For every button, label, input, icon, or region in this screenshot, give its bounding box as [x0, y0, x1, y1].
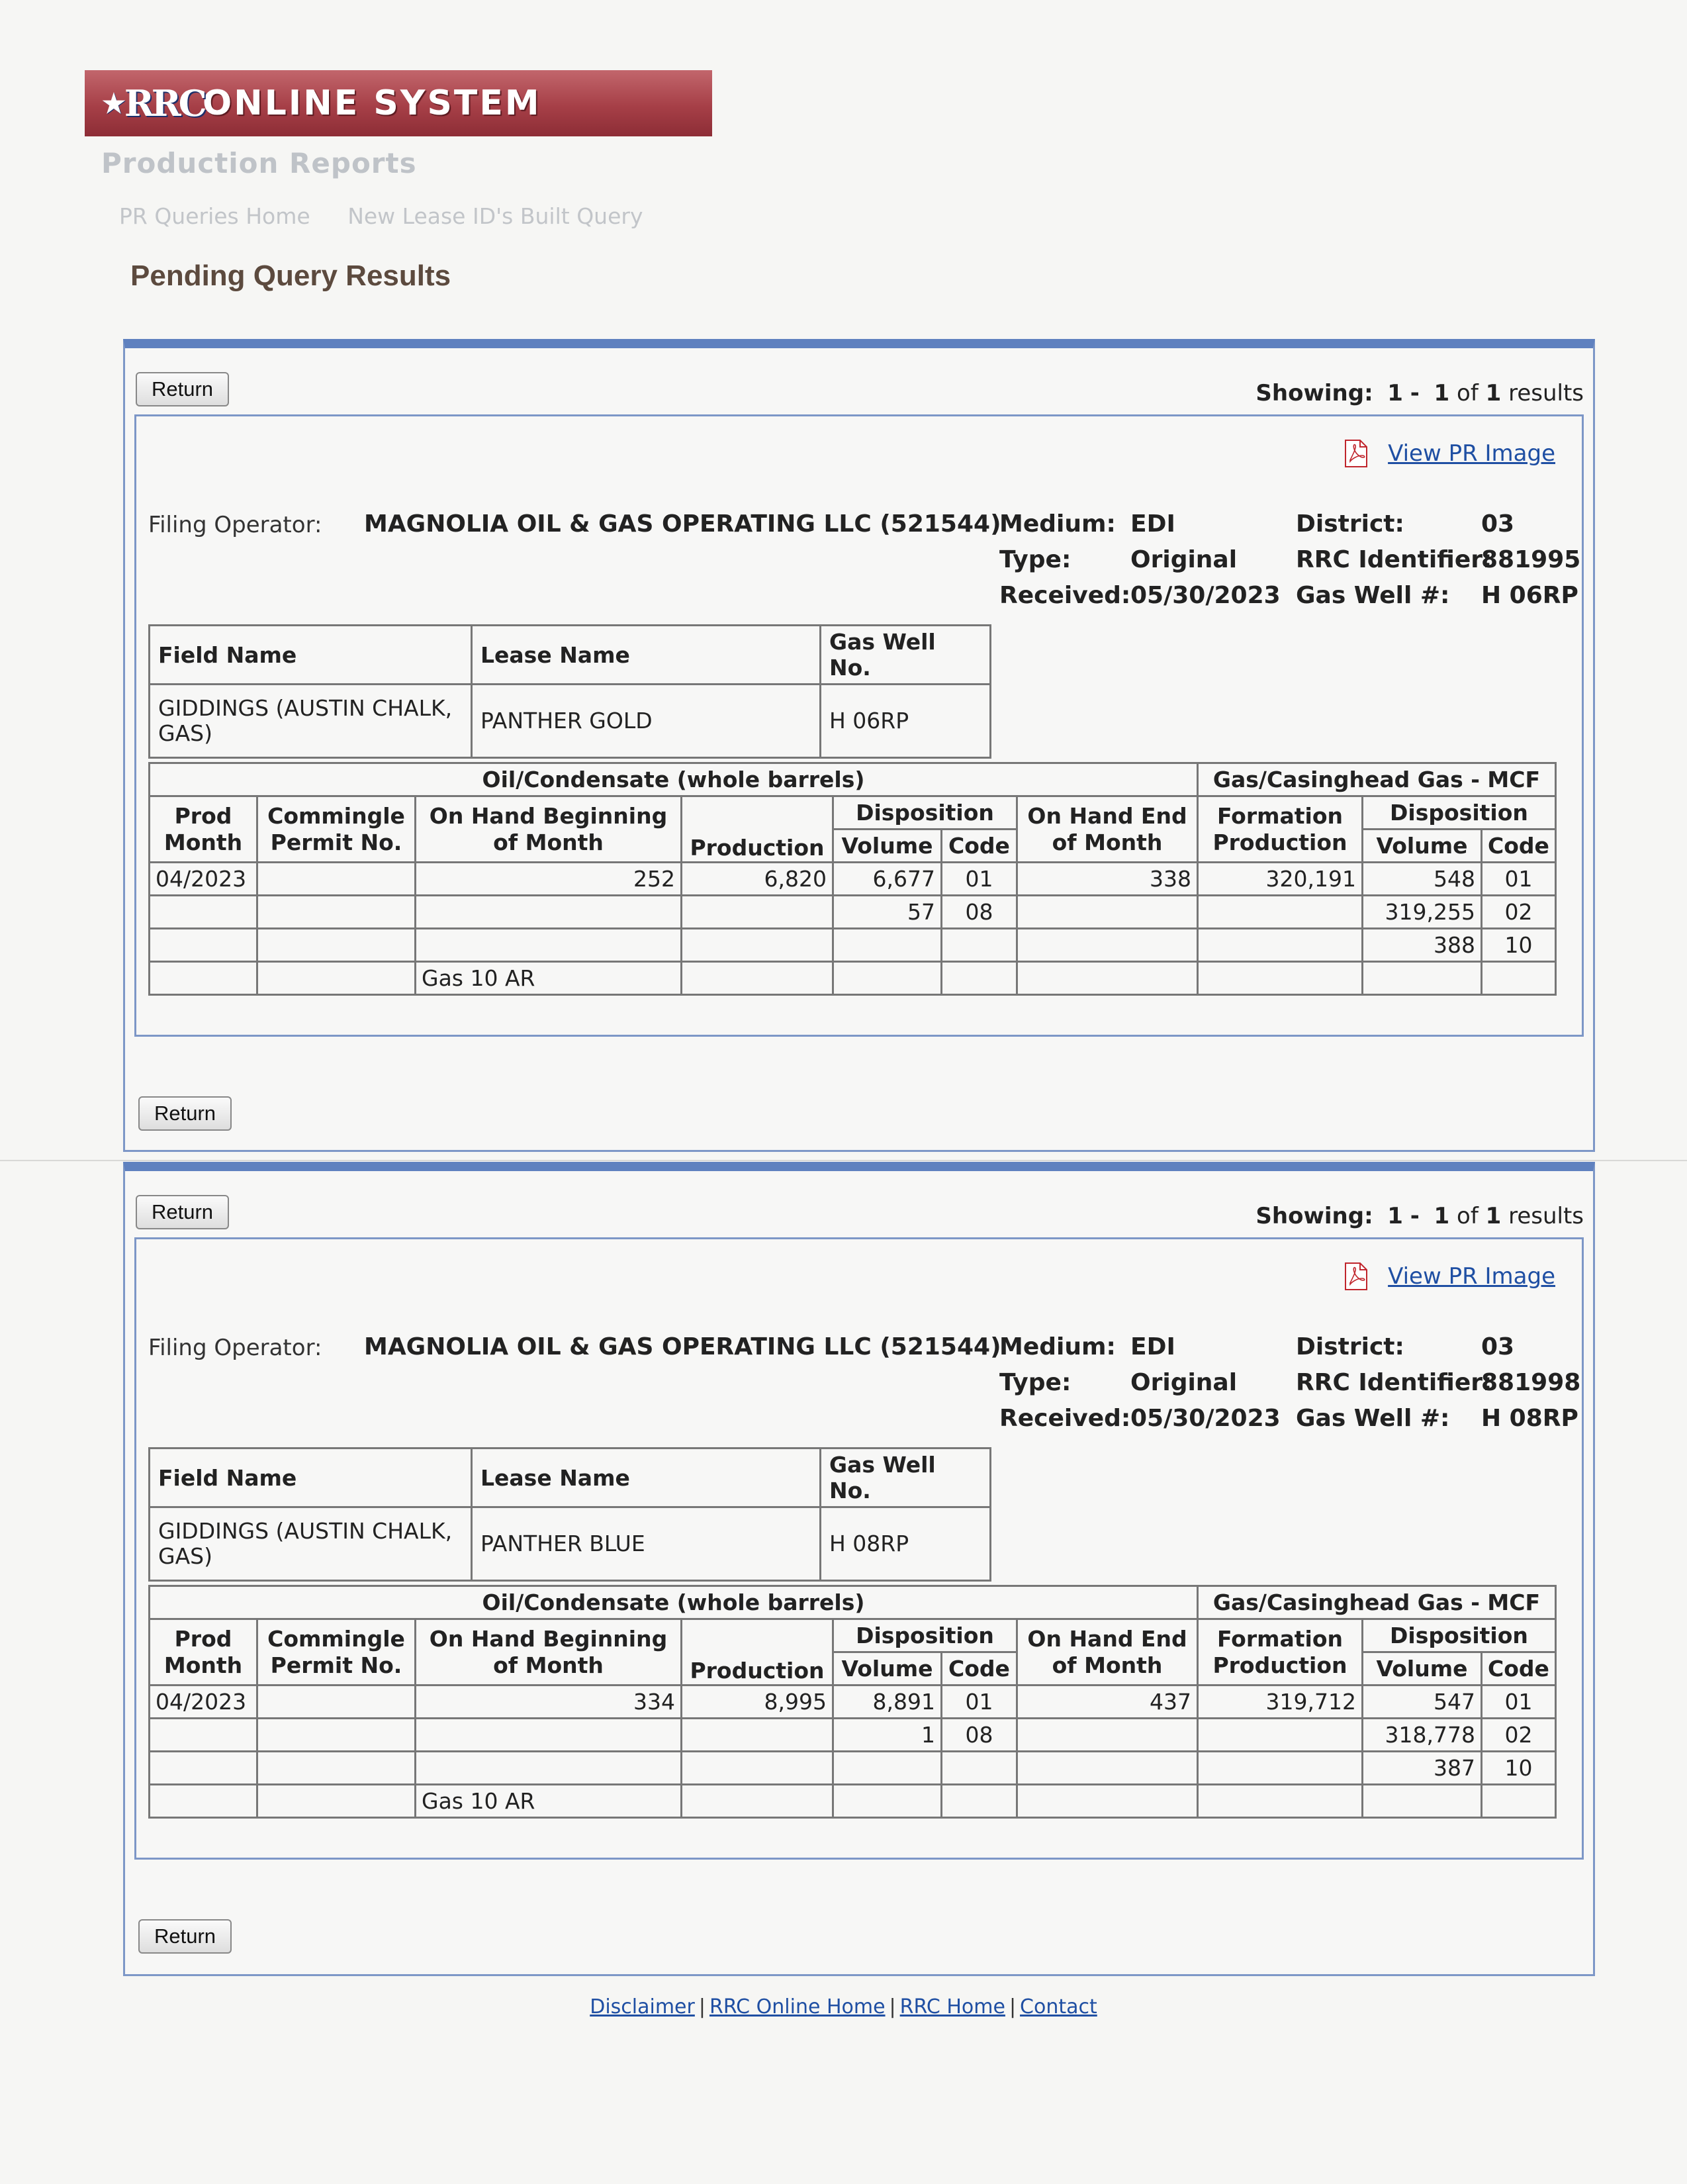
nav-new-lease-query[interactable]: New Lease ID's Built Query: [347, 203, 643, 229]
production-header: Production: [682, 796, 833, 863]
gas-well-value: H 06RP: [1481, 582, 1578, 609]
production-cell: [682, 929, 833, 962]
on-hand-end-header: On Hand End of Month: [1017, 796, 1198, 863]
production-row: [150, 1719, 1556, 1752]
on-hand-begin-cell: [416, 896, 682, 929]
disclaimer-link[interactable]: Disclaimer: [590, 1995, 695, 2018]
gas-code-cell: 02: [1482, 1719, 1556, 1752]
formation-production-header: Formation Production: [1198, 796, 1363, 863]
pdf-icon: [1344, 1262, 1368, 1291]
footer-separator: |: [889, 1995, 896, 2018]
operator-name: MAGNOLIA OIL & GAS OPERATING LLC (521544): [364, 1333, 1001, 1360]
footer-links: [0, 1995, 1687, 2018]
medium-value: EDI: [1130, 1333, 1175, 1360]
view-pr-image-link[interactable]: [1344, 439, 1555, 468]
results-count: Showing: 1 - 1 of 1 results: [1255, 1203, 1584, 1229]
lease-name-header: Lease Name: [472, 626, 821, 685]
commingle-header: Commingle Permit No.: [257, 796, 416, 863]
on-hand-begin-cell: Gas 10 AR: [416, 962, 682, 995]
on-hand-end-cell: [1017, 896, 1198, 929]
rrc-logo: [102, 80, 205, 126]
oil-group-header: Oil/Condensate (whole barrels): [150, 1586, 1198, 1619]
oil-code-cell: [942, 1785, 1017, 1818]
nav-pr-queries-home[interactable]: PR Queries Home: [119, 203, 310, 229]
lease-name-value: PANTHER GOLD: [472, 685, 821, 758]
oil-code-cell: 08: [942, 896, 1017, 929]
prod-month-cell: [150, 1785, 257, 1818]
formation-production-cell: [1198, 1785, 1363, 1818]
gas-code-header: Code: [1482, 830, 1556, 863]
production-table: [148, 1585, 1557, 1819]
commingle-cell: [257, 863, 416, 896]
oil-volume-cell: 8,891: [833, 1685, 942, 1719]
banner-title: ONLINE SYSTEM: [203, 83, 541, 123]
oil-volume-cell: [833, 1752, 942, 1785]
lease-name-header: Lease Name: [472, 1448, 821, 1507]
district-label: District:: [1296, 1333, 1404, 1360]
gas-code-cell: 01: [1482, 1685, 1556, 1719]
rrc-identifier-label: RRC Identifier:: [1296, 546, 1492, 573]
pdf-icon: [1344, 439, 1368, 468]
on-hand-end-cell: [1017, 962, 1198, 995]
report-detail: [134, 414, 1584, 1037]
oil-volume-cell: [833, 962, 942, 995]
gas-code-cell: [1482, 962, 1556, 995]
district-value: 03: [1481, 1333, 1515, 1360]
on-hand-begin-cell: [416, 929, 682, 962]
page-title: Pending Query Results: [130, 260, 451, 292]
gas-code-cell: 10: [1482, 929, 1556, 962]
production-cell: [682, 1719, 833, 1752]
oil-code-cell: [942, 929, 1017, 962]
gas-volume-cell: 318,778: [1363, 1719, 1482, 1752]
gas-volume-cell: 547: [1363, 1685, 1482, 1719]
oil-code-cell: 08: [942, 1719, 1017, 1752]
oil-code-header: Code: [942, 830, 1017, 863]
gas-volume-cell: [1363, 1785, 1482, 1818]
gas-well-no-value: H 08RP: [821, 1507, 991, 1581]
rrc-identifier-value: 881998: [1481, 1369, 1581, 1396]
result-panel: [123, 339, 1595, 1152]
production-row: [150, 1752, 1556, 1785]
return-button[interactable]: Return: [138, 1919, 232, 1954]
prod-month-cell: [150, 962, 257, 995]
oil-disposition-header: Disposition: [833, 796, 1017, 830]
formation-production-cell: [1198, 1752, 1363, 1785]
on-hand-end-cell: [1017, 929, 1198, 962]
gas-disposition-header: Disposition: [1363, 1619, 1556, 1652]
gas-code-cell: 10: [1482, 1752, 1556, 1785]
oil-volume-cell: [833, 1785, 942, 1818]
on-hand-end-cell: 338: [1017, 863, 1198, 896]
field-name-header: Field Name: [150, 1448, 472, 1507]
prod-month-cell: 04/2023: [150, 863, 257, 896]
commingle-cell: [257, 1785, 416, 1818]
prod-month-cell: 04/2023: [150, 1685, 257, 1719]
field-name-value: GIDDINGS (AUSTIN CHALK, GAS): [150, 1507, 472, 1581]
oil-volume-cell: [833, 929, 942, 962]
footer-separator: |: [1009, 1995, 1017, 2018]
medium-label: Medium:: [999, 510, 1116, 538]
production-row: [150, 929, 1556, 962]
oil-group-header: Oil/Condensate (whole barrels): [150, 763, 1198, 796]
production-cell: 6,820: [682, 863, 833, 896]
production-table: [148, 762, 1557, 996]
gas-group-header: Gas/Casinghead Gas - MCF: [1198, 1586, 1556, 1619]
production-header: Production: [682, 1619, 833, 1685]
type-label: Type:: [999, 1369, 1071, 1396]
prod-month-header: Prod Month: [150, 1619, 257, 1685]
gas-volume-header: Volume: [1363, 830, 1482, 863]
gas-volume-cell: 319,255: [1363, 896, 1482, 929]
on-hand-begin-cell: Gas 10 AR: [416, 1785, 682, 1818]
contact-link[interactable]: Contact: [1020, 1995, 1097, 2018]
view-pr-image-label[interactable]: View PR Image: [1388, 440, 1555, 467]
on-hand-begin-cell: 252: [416, 863, 682, 896]
production-row: [150, 962, 1556, 995]
gas-volume-cell: 388: [1363, 929, 1482, 962]
rrc-online-home-link[interactable]: RRC Online Home: [709, 1995, 886, 2018]
gas-well-no-header: Gas Well No.: [821, 626, 991, 685]
prod-month-cell: [150, 1752, 257, 1785]
gas-disposition-header: Disposition: [1363, 796, 1556, 830]
commingle-cell: [257, 929, 416, 962]
commingle-cell: [257, 1685, 416, 1719]
gas-well-label: Gas Well #:: [1296, 1405, 1450, 1432]
result-panel: [123, 1162, 1595, 1976]
prod-month-header: Prod Month: [150, 796, 257, 863]
medium-label: Medium:: [999, 1333, 1116, 1360]
formation-production-cell: 320,191: [1198, 863, 1363, 896]
gas-code-cell: 01: [1482, 863, 1556, 896]
oil-code-cell: 01: [942, 1685, 1017, 1719]
oil-code-cell: [942, 1752, 1017, 1785]
formation-production-cell: [1198, 896, 1363, 929]
on-hand-end-header: On Hand End of Month: [1017, 1619, 1198, 1685]
prod-month-cell: [150, 929, 257, 962]
formation-production-cell: 319,712: [1198, 1685, 1363, 1719]
oil-volume-cell: 57: [833, 896, 942, 929]
on-hand-begin-header: On Hand Beginning of Month: [416, 1619, 682, 1685]
view-pr-image-link[interactable]: [1344, 1262, 1555, 1291]
gas-group-header: Gas/Casinghead Gas - MCF: [1198, 763, 1556, 796]
filing-operator-label: Filing Operator:: [148, 1335, 322, 1361]
type-label: Type:: [999, 546, 1071, 573]
commingle-cell: [257, 1719, 416, 1752]
gas-well-no-value: H 06RP: [821, 685, 991, 758]
rrc-home-link[interactable]: RRC Home: [899, 1995, 1005, 2018]
production-row: [150, 1785, 1556, 1818]
gas-volume-cell: 548: [1363, 863, 1482, 896]
commingle-header: Commingle Permit No.: [257, 1619, 416, 1685]
rrc-identifier-value: 881995: [1481, 546, 1581, 573]
on-hand-begin-cell: 334: [416, 1685, 682, 1719]
formation-production-cell: [1198, 1719, 1363, 1752]
gas-volume-header: Volume: [1363, 1652, 1482, 1685]
received-label: Received:: [999, 582, 1131, 609]
received-value: 05/30/2023: [1130, 582, 1281, 609]
oil-disposition-header: Disposition: [833, 1619, 1017, 1652]
formation-production-cell: [1198, 929, 1363, 962]
on-hand-begin-cell: [416, 1719, 682, 1752]
oil-volume-header: Volume: [833, 830, 942, 863]
prod-month-cell: [150, 1719, 257, 1752]
oil-volume-header: Volume: [833, 1652, 942, 1685]
production-row: [150, 1685, 1556, 1719]
production-cell: [682, 1785, 833, 1818]
rrc-banner: [85, 70, 712, 136]
production-cell: [682, 1752, 833, 1785]
gas-well-no-header: Gas Well No.: [821, 1448, 991, 1507]
oil-code-header: Code: [942, 1652, 1017, 1685]
return-button[interactable]: Return: [138, 1096, 232, 1131]
filing-operator-label: Filing Operator:: [148, 512, 322, 538]
results-count: Showing: 1 - 1 of 1 results: [1255, 380, 1584, 406]
oil-code-cell: 01: [942, 863, 1017, 896]
gas-code-header: Code: [1482, 1652, 1556, 1685]
gas-volume-cell: 387: [1363, 1752, 1482, 1785]
return-button[interactable]: Return: [136, 1195, 229, 1229]
gas-well-label: Gas Well #:: [1296, 582, 1450, 609]
on-hand-begin-header: On Hand Beginning of Month: [416, 796, 682, 863]
lease-info-table: [148, 1447, 991, 1582]
rrc-identifier-label: RRC Identifier:: [1296, 1369, 1492, 1396]
logo-text: RRC: [124, 82, 205, 124]
scan-fold-line: [0, 1160, 1687, 1161]
commingle-cell: [257, 896, 416, 929]
view-pr-image-label[interactable]: View PR Image: [1388, 1263, 1555, 1290]
on-hand-end-cell: [1017, 1719, 1198, 1752]
type-value: Original: [1130, 1369, 1238, 1396]
commingle-cell: [257, 1752, 416, 1785]
formation-production-header: Formation Production: [1198, 1619, 1363, 1685]
texas-star-icon: ★: [102, 87, 123, 119]
gas-code-cell: [1482, 1785, 1556, 1818]
prod-month-cell: [150, 896, 257, 929]
district-label: District:: [1296, 510, 1404, 538]
oil-volume-cell: 1: [833, 1719, 942, 1752]
on-hand-end-cell: 437: [1017, 1685, 1198, 1719]
received-label: Received:: [999, 1405, 1131, 1432]
formation-production-cell: [1198, 962, 1363, 995]
received-value: 05/30/2023: [1130, 1405, 1281, 1432]
oil-volume-cell: 6,677: [833, 863, 942, 896]
lease-name-value: PANTHER BLUE: [472, 1507, 821, 1581]
on-hand-end-cell: [1017, 1785, 1198, 1818]
on-hand-begin-cell: [416, 1752, 682, 1785]
production-cell: [682, 962, 833, 995]
production-row: [150, 863, 1556, 896]
type-value: Original: [1130, 546, 1238, 573]
return-button[interactable]: Return: [136, 372, 229, 406]
commingle-cell: [257, 962, 416, 995]
field-name-value: GIDDINGS (AUSTIN CHALK, GAS): [150, 685, 472, 758]
district-value: 03: [1481, 510, 1515, 538]
field-name-header: Field Name: [150, 626, 472, 685]
gas-well-value: H 08RP: [1481, 1405, 1578, 1432]
footer-separator: |: [698, 1995, 706, 2018]
report-detail: [134, 1237, 1584, 1860]
oil-code-cell: [942, 962, 1017, 995]
gas-code-cell: 02: [1482, 896, 1556, 929]
on-hand-end-cell: [1017, 1752, 1198, 1785]
sub-navigation: [119, 203, 673, 229]
production-cell: 8,995: [682, 1685, 833, 1719]
gas-volume-cell: [1363, 962, 1482, 995]
production-cell: [682, 896, 833, 929]
production-row: [150, 896, 1556, 929]
operator-name: MAGNOLIA OIL & GAS OPERATING LLC (521544): [364, 510, 1001, 538]
medium-value: EDI: [1130, 510, 1175, 538]
lease-info-table: [148, 624, 991, 759]
section-title: Production Reports: [101, 147, 417, 179]
